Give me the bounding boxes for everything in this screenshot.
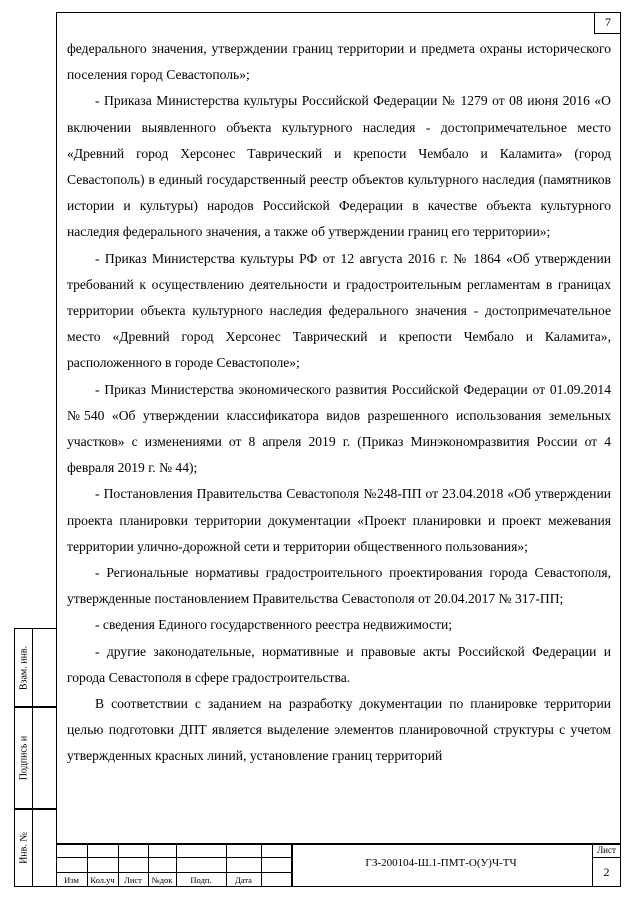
side-label-podpis: Подпись и bbox=[18, 735, 29, 781]
paragraph: - Постановления Правительства Севастополя №248-ПП от 23.04.2018 «Об утверждении проекта планировки территории документации «Проект планировки и проект межевания территории улично-дорожной сети и территории общественного пользования»; bbox=[67, 486, 611, 554]
side-field-vzam bbox=[14, 628, 56, 707]
stamp-header-podp: Подп. bbox=[190, 875, 212, 885]
stamp-header-ndok: №док bbox=[151, 875, 173, 885]
paragraph: - Приказ Министерства культуры РФ от 12 августа 2016 г. № 1864 «Об утверждении требований к осуществлению деятельности и градостроительным регламентам в границах территории объекта культурного наследия федерального значения - достопримечательное место «Древний город Херсонес Таврический и крепости Чембало и Каламита», расположенного в городе Севастополе»; bbox=[67, 250, 611, 371]
side-field-podpis bbox=[14, 707, 56, 809]
side-field-inv bbox=[14, 809, 56, 887]
stamp-header-izm: Изм bbox=[64, 875, 79, 885]
stamp-header-list: Лист bbox=[124, 875, 142, 885]
page-number-top: 7 bbox=[594, 12, 621, 34]
stamp-header-data: Дата bbox=[235, 875, 252, 885]
paragraph: - сведения Единого государственного реестра недвижимости; bbox=[95, 617, 453, 633]
sheet-label: Лист bbox=[597, 845, 616, 855]
paragraph: - Региональные нормативы градостроительного проектирования города Севастополя, утвержденные постановлением Правительства Севастополя от 20.04.2017 № 317-ПП; bbox=[67, 565, 611, 607]
document-code: ГЗ-200104-Ш.1-ПМТ-О(У)Ч-ТЧ bbox=[365, 857, 517, 869]
paragraph: - другие законодательные, нормативные и правовые акты Российской Федерации и города Севастополя в сфере градостроительства. bbox=[67, 643, 611, 685]
paragraph: В соответствии с заданием на разработку документации по планировке территории целью подготовки ДПТ является выделение элементов планировочной структуры с учетом утвержденных красных линий, установление границ территорий bbox=[67, 696, 611, 764]
paragraph: - Приказ Министерства экономического развития Российской Федерации от 01.09.2014 №540 «Об утверждении классификатора видов разрешенного использования земельных участков» с изменениями от 8 апреля 2019 г. (Приказ Минэкономразвития России от 4 февраля 2019 г. № 44); bbox=[67, 381, 611, 476]
stamp-header-koluch: Кол.уч bbox=[90, 875, 115, 885]
paragraph: - Приказа Министерства культуры Российской Федерации № 1279 от 08 июня 2016 «О включении выявленного объекта культурного наследия - достопримечательное место «Древний город Херсонес Таврический и крепости Чембало и Каламита» (город Севастополь) в единый государственный реестр объектов культурного наследия (памятников истории и культуры) народов Российской Федерации в качестве объекта культурного наследия федерального значения, а также об утверждении границ его территории»; bbox=[67, 93, 611, 240]
sheet-number: 2 bbox=[603, 865, 610, 879]
paragraph: федерального значения, утверждении границ территории и предмета охраны исторического поселения город Севастополь»; bbox=[67, 41, 611, 83]
title-block bbox=[56, 843, 621, 887]
side-label-vzam: Взам. инв. bbox=[18, 645, 29, 690]
document-body bbox=[67, 36, 611, 770]
side-label-inv: Инв. № bbox=[18, 832, 29, 864]
